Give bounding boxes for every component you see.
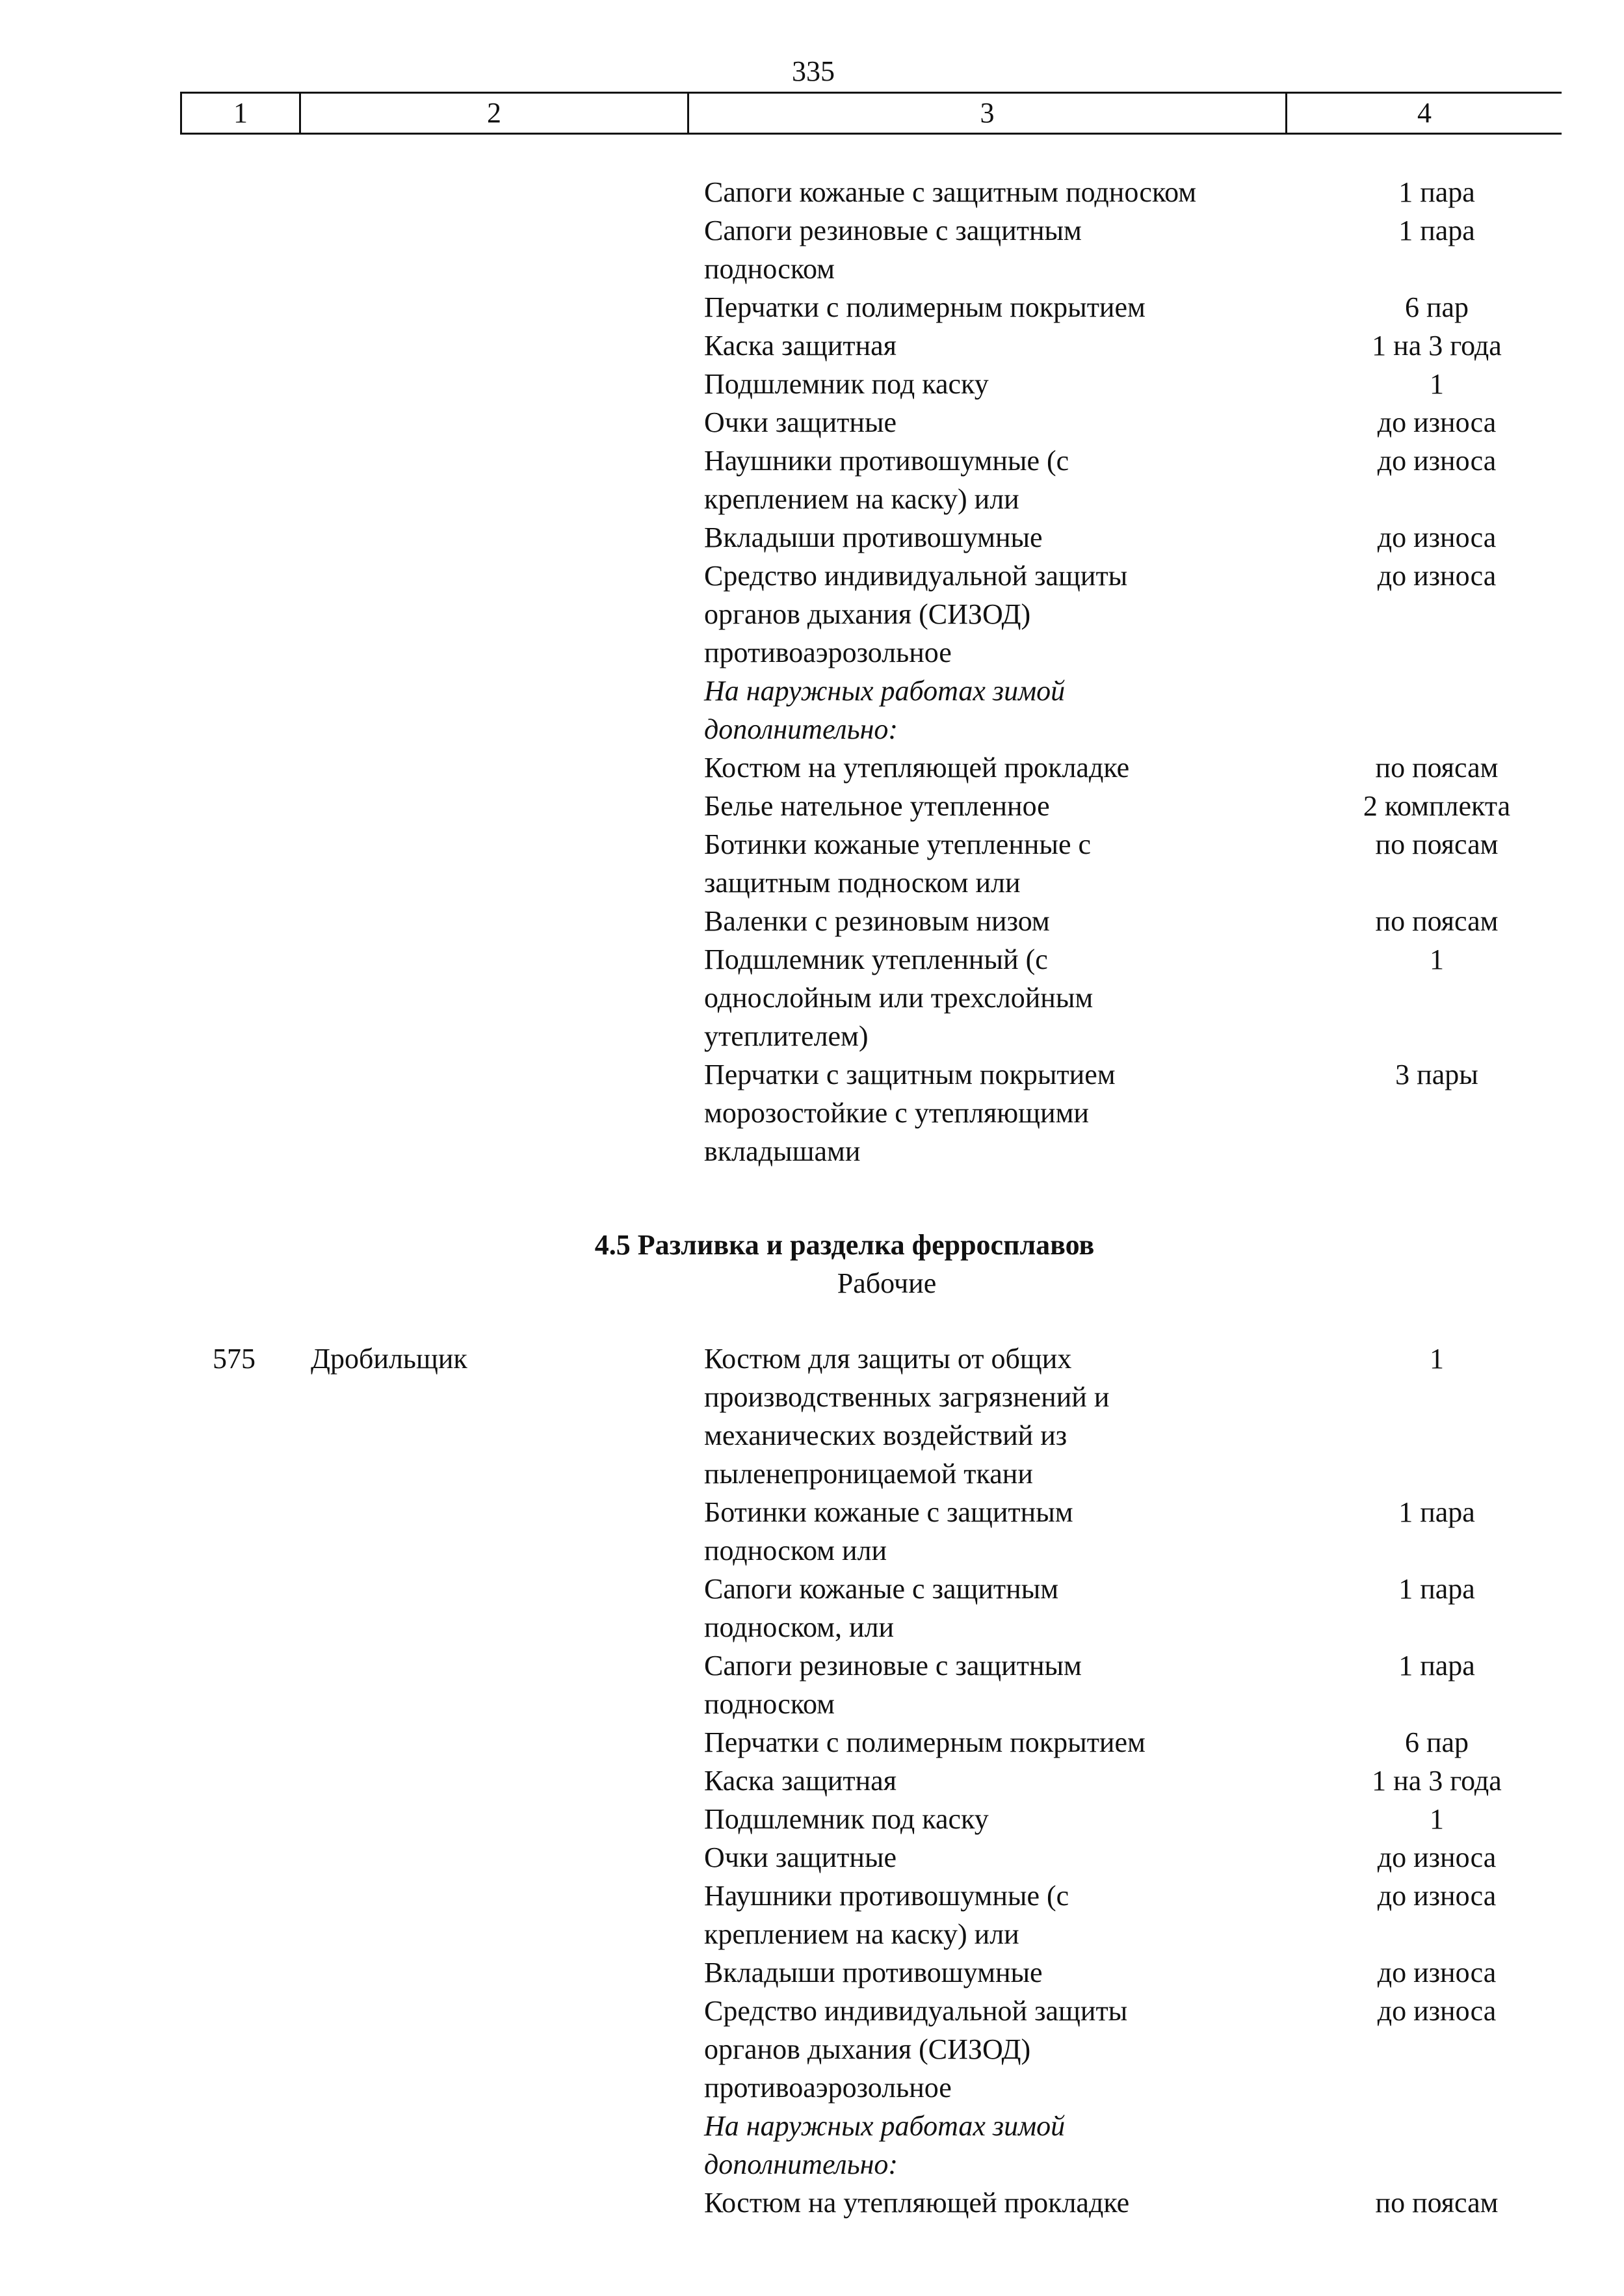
table-row	[0, 2107, 1624, 2184]
table-row	[0, 825, 1624, 902]
equipment-name: Сапоги резиновые с защитным подноском	[704, 215, 1082, 285]
issue-norm: до износа	[1377, 1957, 1497, 1988]
equipment-name: Ботинки кожаные с защитным подноском или	[704, 1496, 1073, 1566]
table-row	[0, 1723, 1624, 1762]
issue-norm: до износа	[1377, 1995, 1497, 2027]
table-row	[0, 672, 1624, 748]
table-row	[0, 1055, 1624, 1170]
table-row	[0, 442, 1624, 518]
table-row	[0, 1762, 1624, 1800]
issue-norm: 1 на 3 года	[1372, 1765, 1502, 1797]
issue-norm: по поясам	[1375, 2187, 1499, 2219]
entry-number: 575	[213, 1343, 255, 1375]
equipment-name: Сапоги резиновые с защитным подноском	[704, 1650, 1082, 1720]
section-title: 4.5 Разливка и разделка ферросплавов	[594, 1229, 1095, 1261]
condition-note: На наружных работах зимой дополнительно:	[704, 2110, 1066, 2180]
issue-norm: 2 комплекта	[1363, 790, 1511, 822]
equipment-name: Сапоги кожаные с защитным подноском	[704, 176, 1197, 208]
table-row	[0, 326, 1624, 365]
issue-norm: до износа	[1377, 560, 1497, 592]
issue-norm: до износа	[1377, 1880, 1497, 1912]
equipment-name: Подшлемник утепленный (с однослойным или трехслойным утеплителем)	[704, 943, 1094, 1052]
table-row	[0, 1838, 1624, 1877]
issue-norm: 3 пары	[1395, 1059, 1478, 1090]
table-row	[0, 1339, 1624, 1493]
column-header-row	[180, 92, 1562, 135]
issue-norm: до износа	[1377, 1841, 1497, 1873]
protective-equipment-list-2	[0, 1339, 1624, 2222]
issue-norm: 1 пара	[1398, 1496, 1475, 1528]
table-row	[0, 403, 1624, 442]
table-row	[0, 1992, 1624, 2107]
issue-norm: 6 пар	[1404, 291, 1469, 323]
issue-norm: по поясам	[1375, 752, 1499, 784]
equipment-name: Перчатки с полимерным покрытием	[704, 291, 1146, 323]
table-row	[0, 940, 1624, 1055]
section-subtitle: Рабочие	[837, 1267, 937, 1299]
table-row	[0, 1800, 1624, 1838]
issue-norm: 1	[1430, 1803, 1444, 1835]
equipment-name: Наушники противошумные (с креплением на каску) или	[704, 445, 1069, 515]
protective-equipment-list-1	[0, 173, 1624, 1170]
issue-norm: до износа	[1377, 521, 1497, 553]
equipment-name: Вкладыши противошумные	[704, 521, 1043, 553]
equipment-name: Костюм на утепляющей прокладке	[704, 2187, 1130, 2219]
equipment-name: Подшлемник под каску	[704, 368, 989, 400]
equipment-name: Валенки с резиновым низом	[704, 905, 1050, 937]
issue-norm: по поясам	[1375, 828, 1499, 860]
issue-norm: 1	[1430, 943, 1444, 975]
equipment-name: Очки защитные	[704, 1841, 897, 1873]
issue-norm: до износа	[1377, 445, 1497, 477]
table-row	[0, 1877, 1624, 1953]
table-row	[0, 1646, 1624, 1723]
table-row	[0, 557, 1624, 672]
equipment-name: Наушники противошумные (с креплением на каску) или	[704, 1880, 1069, 1950]
equipment-name: Каска защитная	[704, 330, 897, 362]
issue-norm: 1 пара	[1398, 176, 1475, 208]
issue-norm: 1 на 3 года	[1372, 330, 1502, 362]
equipment-name: Перчатки с полимерным покрытием	[704, 1726, 1146, 1758]
table-row	[0, 748, 1624, 787]
equipment-name: Перчатки с защитным покрытием морозостойкие с утепляющими вкладышами	[704, 1059, 1116, 1167]
table-row	[0, 173, 1624, 211]
equipment-name: Подшлемник под каску	[704, 1803, 989, 1835]
issue-norm: по поясам	[1375, 905, 1499, 937]
issue-norm: 1 пара	[1398, 1650, 1475, 1682]
equipment-name: Средство индивидуальной защиты органов дыхания (СИЗОД) противоаэрозольное	[704, 560, 1128, 668]
equipment-name: Костюм на утепляющей прокладке	[704, 752, 1130, 784]
column-header-3: 3	[687, 94, 1285, 133]
profession-name: Дробильщик	[311, 1343, 467, 1375]
page-number: 335	[792, 55, 835, 87]
equipment-name: Средство индивидуальной защиты органов дыхания (СИЗОД) противоаэрозольное	[704, 1995, 1128, 2104]
equipment-name: Белье нательное утепленное	[704, 790, 1050, 822]
table-row	[0, 365, 1624, 403]
table-row	[0, 1493, 1624, 1570]
table-row	[0, 2184, 1624, 2222]
issue-norm: 1	[1430, 368, 1444, 400]
column-header-4: 4	[1285, 94, 1562, 133]
table-row	[0, 902, 1624, 940]
table-row	[0, 288, 1624, 326]
condition-note: На наружных работах зимой дополнительно:	[704, 675, 1066, 745]
column-header-2: 2	[299, 94, 687, 133]
table-row	[0, 787, 1624, 825]
table-row	[0, 518, 1624, 557]
table-row	[0, 1570, 1624, 1646]
equipment-name: Ботинки кожаные утепленные с защитным подноском или	[704, 828, 1092, 899]
issue-norm: 6 пар	[1404, 1726, 1469, 1758]
table-row	[0, 211, 1624, 288]
issue-norm: 1	[1430, 1343, 1444, 1375]
issue-norm: до износа	[1377, 406, 1497, 438]
column-header-1: 1	[180, 94, 299, 133]
equipment-name: Каска защитная	[704, 1765, 897, 1797]
issue-norm: 1 пара	[1398, 1573, 1475, 1605]
equipment-name: Сапоги кожаные с защитным подноском, или	[704, 1573, 1059, 1643]
equipment-name: Костюм для защиты от общих производственных загрязнений и механических воздействий из пыленепроницаемой ткани	[704, 1343, 1110, 1490]
table-row	[0, 1953, 1624, 1992]
issue-norm: 1 пара	[1398, 215, 1475, 246]
equipment-name: Очки защитные	[704, 406, 897, 438]
equipment-name: Вкладыши противошумные	[704, 1957, 1043, 1988]
